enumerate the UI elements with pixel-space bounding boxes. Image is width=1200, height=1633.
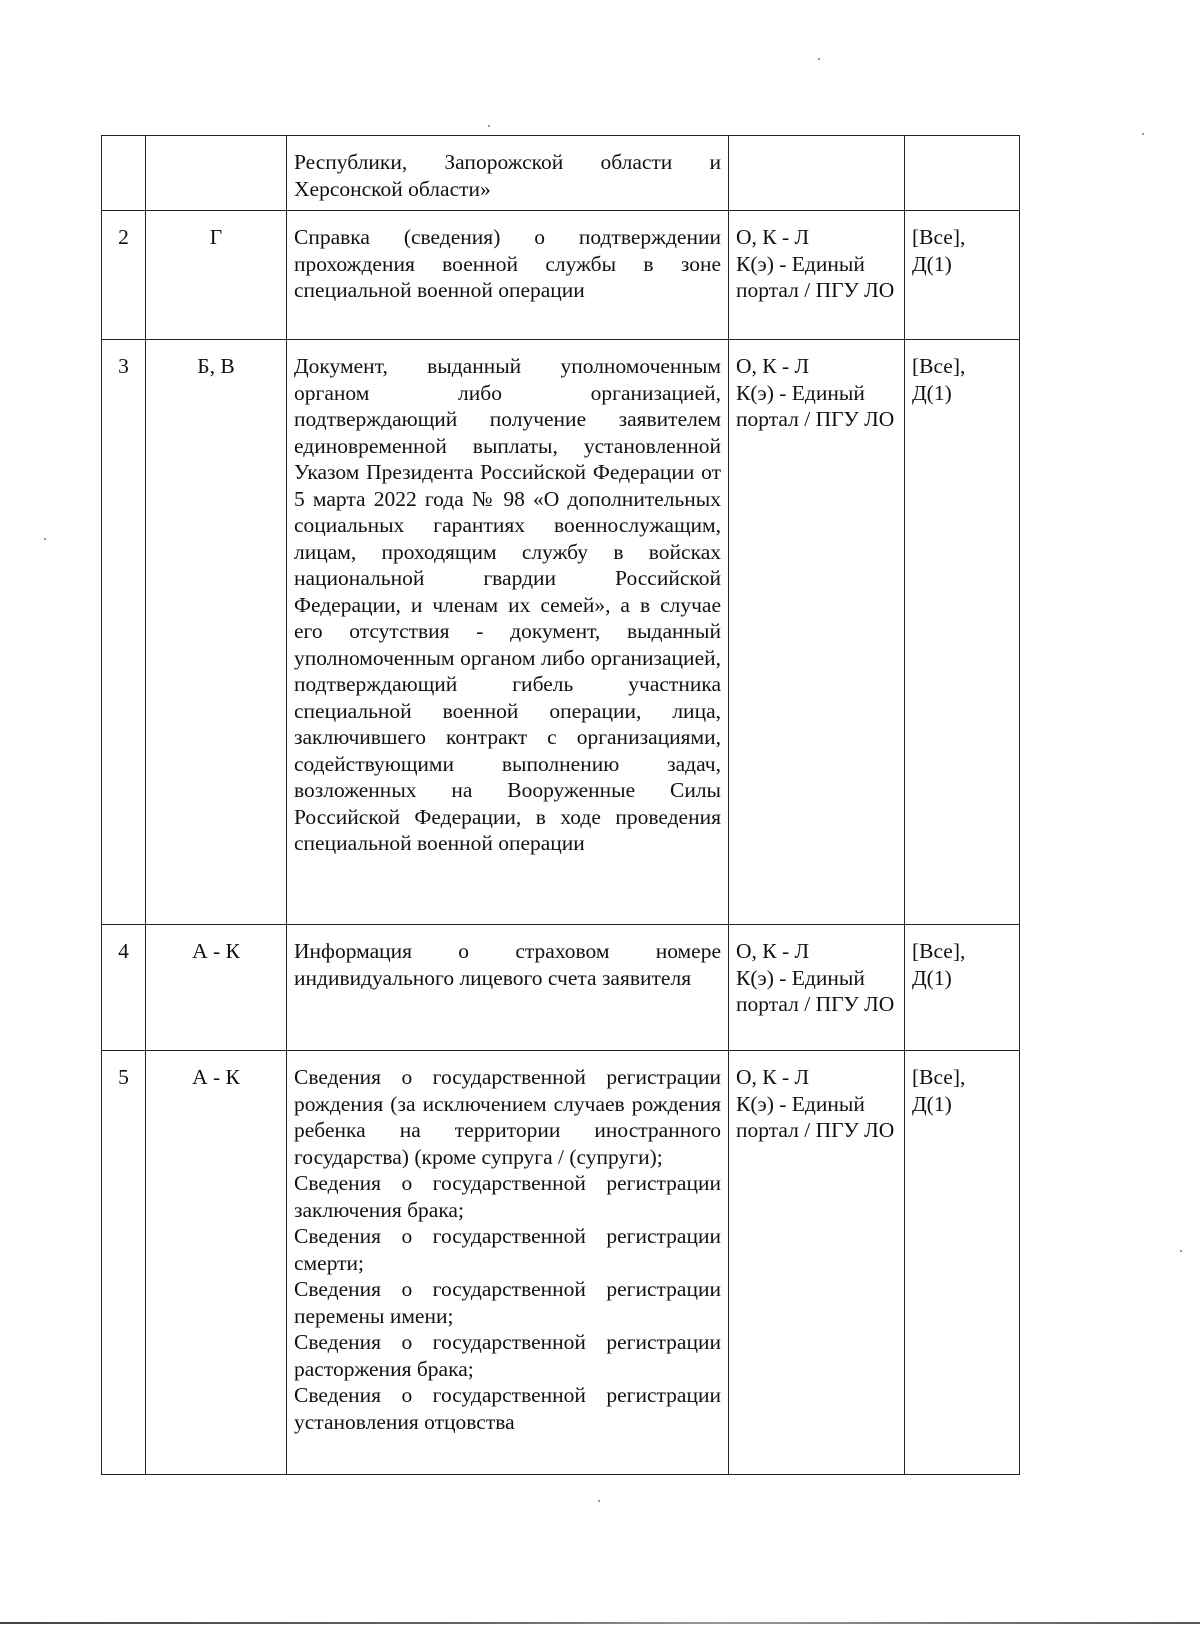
description-paragraph: Сведения о государственной регистрации установления отцовства: [294, 1383, 721, 1434]
applicant-category-cell: Б, В: [146, 340, 287, 925]
table-row: [102, 1051, 1020, 1475]
scan-speck: [598, 1500, 600, 1502]
scan-edge-line: [0, 1622, 1200, 1624]
description-paragraph: Справка (сведения) о подтверждении прохождения военной службы в зоне специальной военной операции: [294, 225, 721, 302]
description-paragraph: Сведения о государственной регистрации заключения брака;: [294, 1171, 721, 1222]
requirements-table: [101, 135, 1020, 1475]
applicant-category-cell: [146, 136, 287, 211]
table-row: [102, 211, 1020, 340]
description-paragraph: Сведения о государственной регистрации рождения (за исключением случаев рождения ребенка на территории иностранного государства) (кроме супруга / (супруги);: [294, 1065, 721, 1169]
document-description-cell: [287, 211, 729, 340]
document-description-cell: [287, 340, 729, 925]
applicability-cell: [Все], Д(1): [905, 211, 1020, 340]
document-description-cell: [287, 925, 729, 1051]
applicability-cell: [Все], Д(1): [905, 1051, 1020, 1475]
description-paragraph: Сведения о государственной регистрации смерти;: [294, 1224, 721, 1275]
submission-method-cell: О, К - Л К(э) - Единый портал / ПГУ ЛО: [729, 211, 905, 340]
table-row: [102, 340, 1020, 925]
submission-method-cell: О, К - Л К(э) - Единый портал / ПГУ ЛО: [729, 925, 905, 1051]
document-description-cell: [287, 136, 729, 211]
table-row: [102, 925, 1020, 1051]
applicant-category-cell: А - К: [146, 925, 287, 1051]
submission-method-cell: О, К - Л К(э) - Единый портал / ПГУ ЛО: [729, 340, 905, 925]
applicability-cell: [Все], Д(1): [905, 340, 1020, 925]
submission-method-cell: [729, 136, 905, 211]
scan-speck: [44, 538, 46, 540]
row-number-cell: 2: [102, 211, 146, 340]
applicability-cell: [905, 136, 1020, 211]
description-paragraph: Информация о страховом номере индивидуального лицевого счета заявителя: [294, 939, 721, 990]
scan-speck: [1142, 133, 1144, 135]
description-paragraph: Документ, выданный уполномоченным органом либо организацией, подтверждающий получение заявителем единовременной выплаты, установленной Указом Президента Российской Федерации от 5 марта 2022 года № 98 «О дополнительных социальных гарантиях военнослужащим, лицам, проходящим службу в войсках национальной гвардии Российской Федерации, и членам их семей», а в случае его отсутствия - документ, выданный уполномоченным органом либо организацией, подтверждающий гибель участника специальной военной операции, лица, заключившего контракт с организациями, содействующими выполнению задач, возложенных на Вооруженные Силы Российской Федерации, в ходе проведения специальной военной операции: [294, 354, 721, 855]
document-description-cell: [287, 1051, 729, 1475]
description-paragraph: Республики, Запорожской области и Херсонской области»: [294, 150, 721, 201]
applicant-category-cell: А - К: [146, 1051, 287, 1475]
scan-speck: [488, 125, 490, 127]
submission-method-cell: О, К - Л К(э) - Единый портал / ПГУ ЛО: [729, 1051, 905, 1475]
scan-speck: [818, 58, 820, 60]
scan-speck: [1180, 1250, 1182, 1252]
row-number-cell: [102, 136, 146, 211]
description-paragraph: Сведения о государственной регистрации перемены имени;: [294, 1277, 721, 1328]
row-number-cell: 4: [102, 925, 146, 1051]
row-number-cell: 5: [102, 1051, 146, 1475]
table-row: [102, 136, 1020, 211]
row-number-cell: 3: [102, 340, 146, 925]
applicant-category-cell: Г: [146, 211, 287, 340]
description-paragraph: Сведения о государственной регистрации расторжения брака;: [294, 1330, 721, 1381]
applicability-cell: [Все], Д(1): [905, 925, 1020, 1051]
